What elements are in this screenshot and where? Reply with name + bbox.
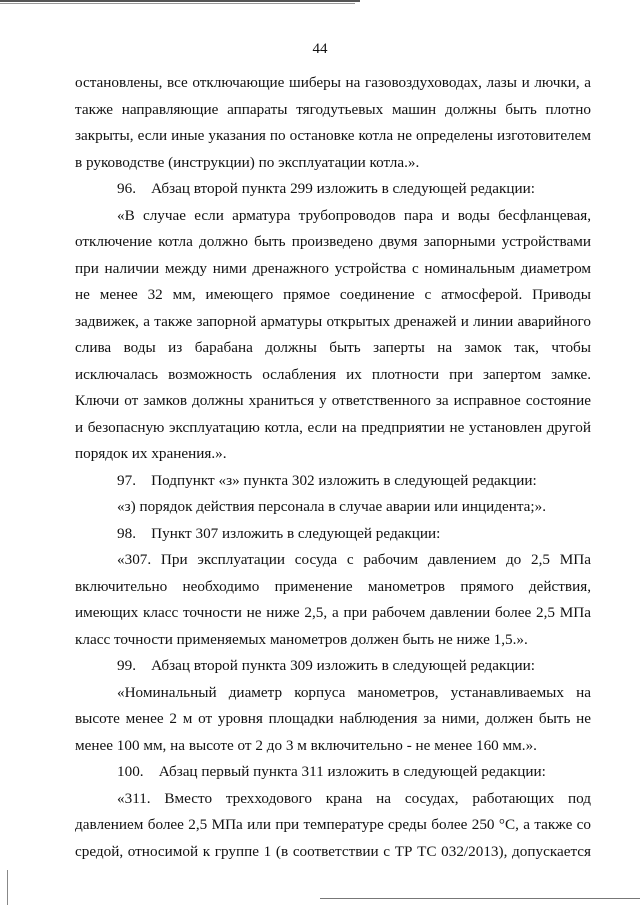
document-body [75,70,591,865]
paragraph-quote-309: «Номинальный диаметр корпуса манометров, устанавливаемых на высоте менее 2 м от уровня площадки наблюдения за ними, должен быть не менее 100 мм, на высоте от 2 до 3 м включительно - не менее 160 мм.». [75,683,591,754]
paragraph-item-97: 97. Подпункт «з» пункта 302 изложить в следующей редакции: [117,471,537,489]
paragraph-item-98: 98. Пункт 307 изложить в следующей редакции: [117,524,441,542]
paragraph-item-99: 99. Абзац второй пункта 309 изложить в следующей редакции: [117,657,536,674]
page-number: 44 [312,41,328,57]
paragraph-quote-299: «В случае если арматура трубопроводов пара и воды бесфланцевая, отключение котла должно быть произведено двумя запорными устройствами при наличии между ними дренажного устройства с номинальным диаметром не менее 32 мм, имеющего прямое соединение с атмосферой. Приводы задвижек, а также запорной арматуры открытых дренажей и линии аварийного слива воды из барабана должны быть заперты на замок так, чтобы исключалась возможность ослабления их плотности при запертом замке. Ключи от замков должны храниться у ответственного за исправное состояние и безопасную эксплуатацию котла, если на предприятии не установлен другой порядок их хранения.». [75,206,591,462]
paragraph-quote-302: «з) порядок действия персонала в случае аварии или инцидента;». [117,498,547,515]
paragraph-item-100: 100. Абзац первый пункта 311 изложить в следующей редакции: [117,763,546,780]
paragraph-quote-307: «307. При эксплуатации сосуда с рабочим давлением до 2,5 МПа включительно необходимо применение манометров прямого действия, имеющих класс точности не ниже 2,5, а при рабочем давлении более 2,5 МПа класс точности применяемых манометров должен быть не ниже 1,5.». [75,551,591,648]
paragraph-quote-311: «311. Вместо трехходового крана на сосудах, работающих под давлением более 2,5 МПа или при температуре среды более 250 °С, а также со средой, относимой к группе 1 (в соответствии с ТР ТС 032/2013), допускается [75,789,591,860]
scan-edge-line [320,898,640,899]
paragraph-item-96: 96. Абзац второй пункта 299 изложить в следующей редакции: [117,180,536,197]
scan-edge-line [0,0,360,2]
scan-edge-line [0,3,355,4]
scan-edge-line [7,870,8,905]
paragraph-continuation: остановлены, все отключающие шиберы на газовоздуховодах, лазы и лючки, а также направляющие аппараты тягодутьевых машин должны быть плотно закрыты, если иные указания по остановке котла не определены изготовителем в руководстве (инструкции) по эксплуатации котла.». [75,74,591,171]
